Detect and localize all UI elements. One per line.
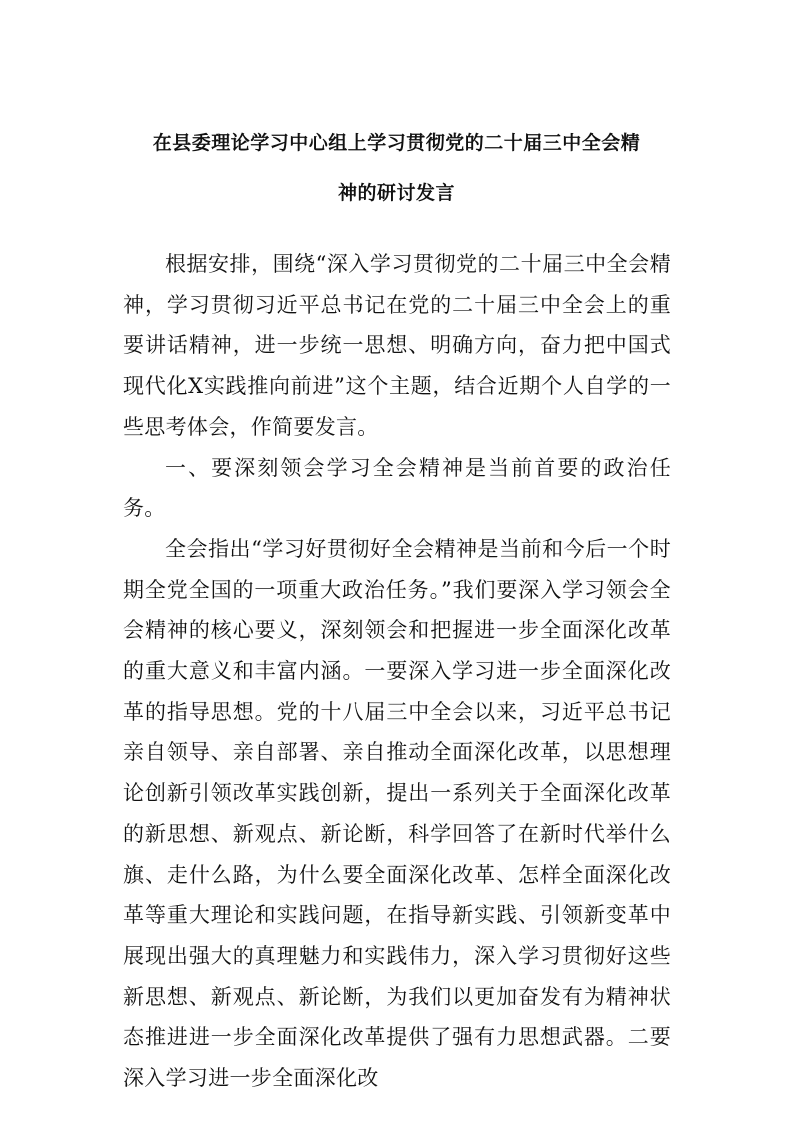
document-body	[123, 244, 671, 1099]
paragraph-section-1: 全会指出“学习好贯彻好全会精神是当前和今后一个时期全党全国的一项重大政治任务。”我们要深入学习领会全会精神的核心要义，深刻领会和把握进一步全面深化改革的重大意义和丰富内涵。一要深入学习进一步全面深化改革的指导思想。党的十八届三中全会以来，习近平总书记亲自领导、亲自部署、亲自推动全面深化改革，以思想理论创新引领改革实践创新，提出一系列关于全面深化改革的新思想、新观点、新论断，科学回答了在新时代举什么旗、走什么路，为什么要全面深化改革、怎样全面深化改革等重大理论和实践问题，在指导新实践、引领新变革中展现出强大的真理魅力和实践伟力，深入学习贯彻好这些新思想、新观点、新论断，为我们以更加奋发有为精神状态推进进一步全面深化改革提供了强有力思想武器。二要深入学习进一步全面深化改	[123, 536, 671, 1091]
section-heading-1: 一、要深刻领会学习全会精神是当前首要的政治任务。	[123, 455, 671, 521]
document-title-line-1: 在县委理论学习中心组上学习贯彻党的二十届三中全会精	[152, 132, 641, 154]
document-title-line-2: 神的研讨发言	[337, 182, 455, 204]
paragraph-intro: 根据安排，围绕“深入学习贯彻党的二十届三中全会精神，学习贯彻习近平总书记在党的二十届三中全会上的重要讲话精神，进一步统一思想、明确方向，奋力把中国式现代化X实践推向前进”这个主题，结合近期个人自学的一些思考体会，作简要发言。	[123, 252, 671, 439]
